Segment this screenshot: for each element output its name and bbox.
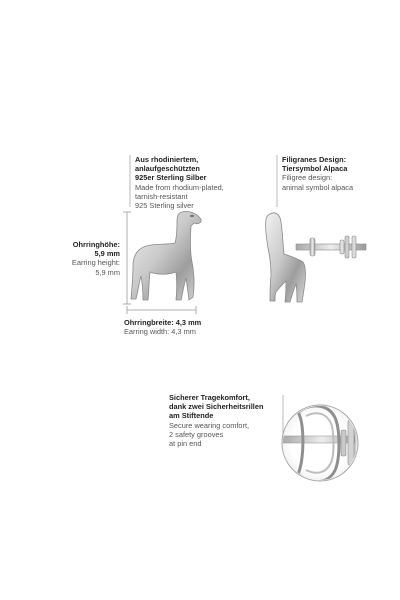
height-en-value: 5,9 mm (95, 267, 120, 277)
material-en-line-3: 925 Sterling silver (135, 201, 194, 211)
alpaca-earring-side (266, 213, 366, 302)
design-en-line-1: Filigree design: (282, 173, 333, 183)
material-en-line-1: Made from rhodium-plated, (135, 182, 224, 192)
width-en-label: Earring width: 4,3 mm (124, 327, 196, 337)
height-en-label: Earring height: (71, 258, 120, 268)
material-de-line-3: 925er Sterling Silber (135, 173, 207, 183)
design-en-line-2: animal symbol alpaca (282, 182, 354, 192)
comfort-en-line-3: at pin end (169, 439, 202, 449)
width-de-label: Ohrringbreite: 4,3 mm (124, 318, 202, 327)
design-de-line-2: Tiersymbol Alpaca (282, 164, 348, 174)
alpaca-eye (190, 215, 194, 217)
height-de-label: Ohrringhöhe: (72, 240, 120, 249)
comfort-en-line-2: 2 safety grooves (169, 429, 224, 439)
pin-detail-zoom (282, 405, 362, 482)
comfort-callout (169, 393, 263, 448)
height-dimension-marker (123, 212, 131, 304)
material-de-line-1: Aus rhodiniertem, (135, 155, 199, 164)
material-de-line-2: anlaufgeschützten (135, 164, 200, 174)
comfort-de-line-2: dank zwei Sicherheitsrillen (169, 402, 264, 412)
comfort-en-line-1: Secure wearing comfort, (169, 420, 250, 430)
alpaca-earring-front (131, 211, 201, 300)
width-callout (124, 318, 201, 336)
width-dimension-marker (127, 306, 196, 314)
material-en-line-2: tarnish-resistant (135, 191, 188, 201)
height-callout (52, 240, 120, 277)
comfort-de-line-3: am Stiftende (169, 411, 214, 421)
design-callout (282, 155, 353, 192)
design-de-line-1: Filigranes Design: (282, 155, 347, 164)
comfort-de-line-1: Sicherer Tragekomfort, (169, 393, 250, 402)
material-callout (135, 155, 224, 210)
height-de-value: 5,9 mm (94, 249, 120, 259)
